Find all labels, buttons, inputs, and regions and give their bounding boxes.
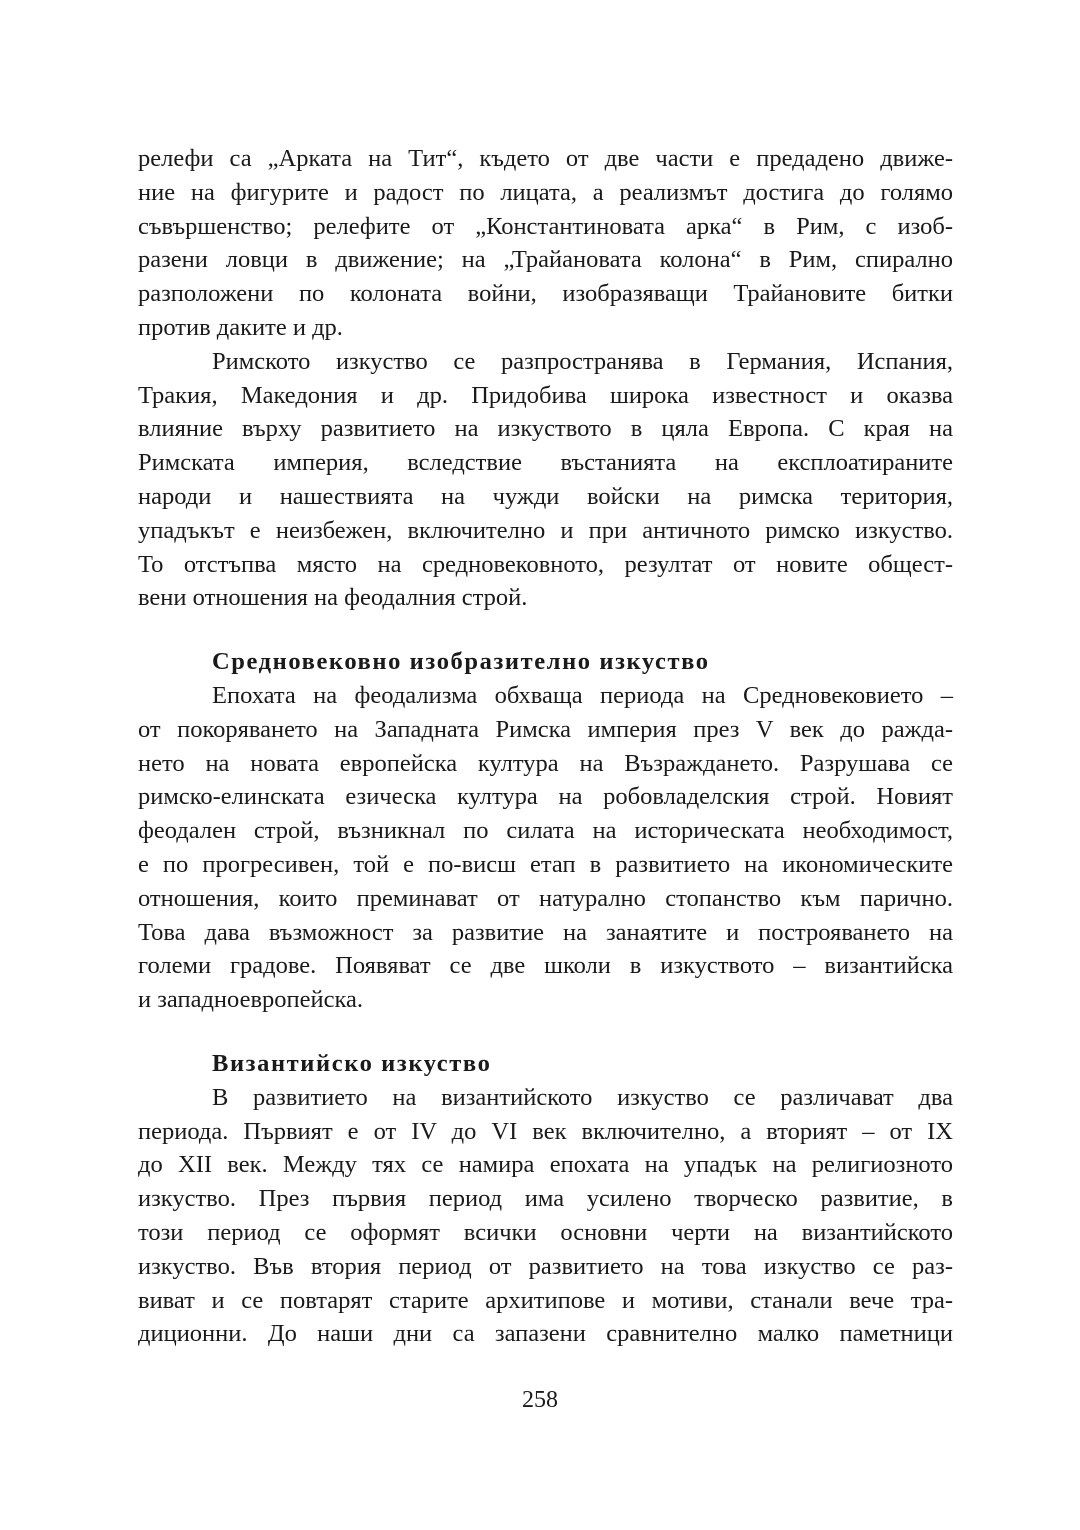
text-line: релефи са „Арката на Тит“, където от две части е предадено движе- [138, 145, 953, 172]
text-line: народи и нашествията на чужди войски на римска територия, [138, 482, 953, 510]
text-line: нето на новата европейска култура на Възраждането. Разрушава се [138, 749, 953, 777]
text-line: виват и се повтарят старите архитипове и мотиви, станали вече тра- [138, 1286, 953, 1314]
text-line: този период се оформят всички основни черти на византийското [138, 1218, 953, 1246]
text-line: разени ловци в движение; на „Трайановата колона“ в Рим, спирално [138, 246, 953, 274]
text-line: диционни. До наши дни са запазени сравнително малко паметници [138, 1320, 953, 1348]
text-line: от покоряването на Западната Римска империя през V век до ражда- [138, 715, 953, 743]
page-body [138, 142, 953, 1351]
text-line: римско-елинската езическа култура на робовладелския строй. Новият [138, 783, 953, 811]
text-line: до XII век. Между тях се намира епохата на упадък на религиозното [138, 1151, 953, 1179]
text-line: Това дава възможност за развитие на занаятите и построяването на [138, 918, 953, 946]
section-heading-medieval: Средновековно изобразително изкуство [212, 648, 710, 676]
text-line: съвършенство; релефите от „Константиновата арка“ в Рим, с изоб- [138, 212, 953, 240]
text-line: То отстъпва място на средновековното, резултат от новите общест- [138, 550, 953, 578]
medieval-paragraph [138, 679, 953, 1017]
text-line: Римското изкуство се разпространява в Германия, Испания, [212, 347, 953, 375]
section-heading-byzantine: Византийско изкуство [212, 1049, 492, 1077]
text-line: изкуство. През първия период има усилено творческо развитие, в [138, 1185, 953, 1213]
byzantine-paragraph [138, 1081, 953, 1351]
text-line: Тракия, Македония и др. Придобива широка известност и оказва [138, 381, 953, 409]
text-line: влияние върху развитието на изкуството в цяла Европа. С края на [138, 415, 953, 443]
text-line: отношения, които преминават от натурално стопанство към парично. [138, 884, 953, 912]
section-gap [138, 1017, 953, 1047]
text-line: разположени по колоната войни, изобразяващи Трайановите битки [138, 280, 953, 308]
text-line: против даките и др. [138, 313, 343, 341]
text-line: е по прогресивен, той е по-висш етап в развитието на икономическите [138, 850, 953, 878]
text-line: периода. Първият е от IV до VI век включително, а вторият – от IX [138, 1117, 953, 1145]
text-line: вени отношения на феодалния строй. [138, 584, 528, 612]
text-line: и западноевропейска. [138, 986, 364, 1014]
text-line: упадъкът е неизбежен, включително и при античното римско изкуство. [138, 516, 953, 544]
text-line: изкуство. Във втория период от развитието на това изкуство се раз- [138, 1252, 953, 1280]
text-line: ние на фигурите и радост по лицата, а реализмът достига до голямо [138, 178, 953, 206]
text-line: Епохата на феодализма обхваща периода на Средновековието – [212, 681, 953, 709]
text-line: големи градове. Появяват се две школи в изкуството – византийска [138, 952, 953, 980]
page-number: 258 [522, 1387, 558, 1413]
roman-spread-paragraph [138, 345, 953, 615]
text-line: В развитието на византийското изкуство се различават два [212, 1083, 953, 1111]
text-line: феодален строй, възникнал по силата на историческата необходимост, [138, 817, 953, 845]
intro-paragraph [138, 142, 953, 345]
text-line: Римската империя, вследствие въстанията на експлоатираните [138, 449, 953, 477]
section-gap [138, 615, 953, 645]
